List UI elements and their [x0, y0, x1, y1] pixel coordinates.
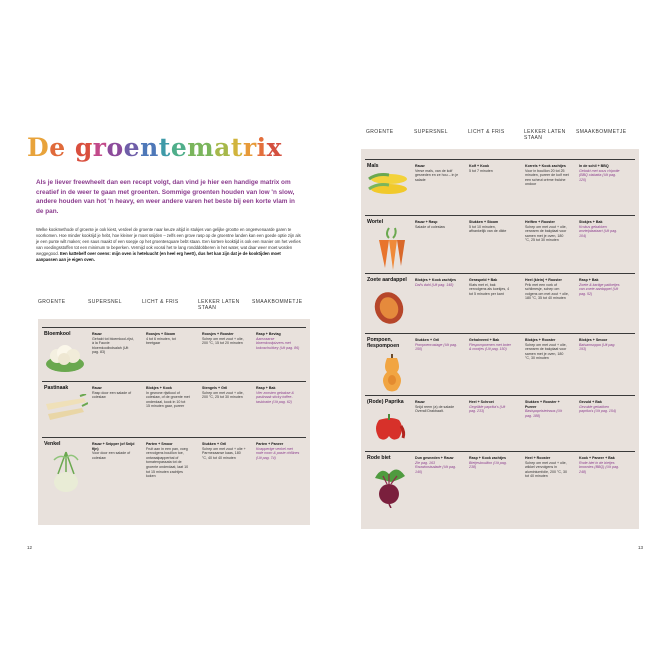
veg-name: Pastinaak — [44, 385, 69, 391]
table-row: (Rode) Paprika Rauw Snijd reem (a) de salade Overall Drakbaalt. Heel + Schroei Gegrillde paprika's (Uit pag. 233) Stukken + Rooster + Pureer Basispapristetnaus (Uit pag. 188) Gevuld + Bak Gevulde gebakken paprika's (Uit pag. 154) — [365, 395, 635, 452]
title-letter: m — [187, 133, 215, 162]
body-text — [36, 227, 301, 264]
veg-name: Wortel — [367, 219, 384, 225]
left-page — [13, 103, 326, 556]
header-lekker-laten-staan: LEKKER LATEN STAAN — [524, 129, 566, 141]
table-row: Maïs Rauw Verse maïs, van de kolf gesneden en ze hou – in je salade Kolf + Kook 5 tot 7 minuten Korrels + Kook zachtjes Voor in bouillon 20 tot 25 minuten, pureer de kolf met een scheut crème fraîche ondoor In de schil + BBQ Gebakt met sous chipotle (BBQ ciabatta (Uit pag. 120) — [365, 159, 635, 216]
column-headers — [38, 299, 314, 311]
header-groente: GROENTE — [366, 129, 394, 135]
table-row: Venkel Rauw + Snipper (of Snijd fijn) Voor door een salade of coleslaw Parten + Smoor Fruit aan in een pan, voeg vervolgens bouillon toe, ontwaaipapperbal of tomatenpassata tot de groente onderdaat, laat 10 tot 15 minuten zachtjes koken Stukken + Gril Schep om met zout + olie + Parmezaanse kaas, 180 °C, 40 tot 40 minuten Parten + Paneer Knapperige venkel met rode room & paste chillines (Uit pag. 74) — [42, 437, 306, 522]
bell-pepper-icon — [371, 412, 411, 442]
title-letter: r — [92, 133, 107, 162]
header-licht-fris: LICHT & FRIS — [468, 129, 505, 135]
beetroot-icon — [369, 464, 411, 508]
carrot-icon — [369, 226, 413, 272]
header-supersnel: SUPERSNEL — [414, 129, 448, 135]
header-groente: GROENTE — [38, 299, 66, 305]
table-row: Pastinaak Rauw Rasp door een salade of coleslaw Blokjes + Kook In gewone rijstkool of coleslaw, of de groente met onderdaal, kook in 10 tot 15 minuten gaar, pureer Stengels + Gril Schep om met zout + olie, 200 °C, 25 tot 30 minuten Rasp + Bak Vier zonsten gebakse & pastinaak sticky toffee-tasbicake (Uit pag. 62) — [42, 381, 306, 438]
title-letter: e — [123, 133, 141, 162]
title-letter: o — [106, 133, 124, 162]
column-headers — [366, 129, 636, 141]
title-letter: i — [256, 133, 267, 162]
page-number: 13 — [637, 545, 643, 550]
sweet-potato-icon — [369, 286, 411, 326]
title-letter: g — [74, 133, 93, 162]
table-row: Wortel Rauw + Rasp Salade of coleslaw Stukken + Stoom 5 tot 10 minuten, afhankelijk van de dikte Helften + Rooster Schep om met zout + olie, verwarm de bakplaat voor samen met je oven, 180 °C, 25 tot 30 minuten Stokjes + Bak Krokus gebakken wortelplaataart (Uit pag. 104) — [365, 215, 635, 274]
fennel-icon — [46, 450, 86, 494]
title-letter: t — [158, 133, 171, 162]
corn-icon — [367, 172, 411, 196]
title-letter: a — [214, 133, 231, 162]
veg-name: Rode biet — [367, 455, 391, 461]
matrix-table-left — [38, 319, 310, 525]
title-letter: x — [266, 133, 283, 162]
body-bold-note: Een kattebelf over ovens: mijn oven is heteluucht (en heel erg heet!), dus het kan zijn dat je de kooktijden moet aanpassen aan je eigen oven. — [36, 251, 281, 263]
header-smaakbommetje: SMAAKBOMMETJE — [576, 129, 627, 135]
veg-name: Bloemkool — [44, 331, 71, 337]
header-lekker-laten-staan: LEKKER LATEN STAAN — [198, 299, 240, 311]
title-letter: e — [49, 133, 66, 162]
title-letter: n — [140, 133, 159, 162]
table-row: Rode biet Dun gesneden + Rauw Zie pag. 163 Rauwkostsalade (Uit pag. 140) Rasp + Kook zachtjes Bietjesbouillon (Uit pag. 238) Heel + Rooster Schep om met zout + olie, wikkel vervolgens in aluminiumfolie, 200 °C, 30 tot 40 minuten Kook + Paneer + Bak Rode biet in de bietjes brownies (BBQ) (Uit pag. 248) — [365, 451, 635, 526]
veg-name: Zoete aardappel — [367, 277, 407, 283]
intro-text: Als je liever freewheelt dan een recept volgt, dan vind je hier een handige matrix om creatief in de weer te gaan met groenten. Sommige groenten houden van low 'n slow, andere houden van hot 'n heavy, en weer andere varen het beste bij een korte vlam in de pan. — [36, 179, 295, 215]
table-row: Bloemkool Rauw Gehakt tot bloemkool-rijst, à la Fauxie bloemkoolbolsalah (Uit pag. 83) Roosjes + Stoom 4 tot 6 minuten, tot beetgaar Roosjes + Rooster Schep om met zout + olie, 200 °C, 15 tot 20 minuten Rasp + Bevlag Aanvraarse bloemkoolpizzers met kokoschuitkey (Uit pag. 86) — [42, 327, 306, 382]
veg-name: Venkel — [44, 441, 61, 447]
header-smaakbommetje: SMAAKBOMMETJE — [252, 299, 303, 305]
title-letter: D — [27, 133, 50, 162]
header-licht-fris: LICHT & FRIS — [142, 299, 179, 305]
table-row: Zoete aardappel Blokjes + Kook zachtjes Dal's dahl (Uit pag. 148) Geraspeld + Bak Klats met ei, bak vervolgens als koekjes, 4 tot 5 minuten per kant Heel (klein) + Rooster Prik met een vork of schilmesje, schep om volgens om met zout + olie, 180 °C, 35 tot 40 minuten Rasp + Bak Zoete & kartige pakketjes van zoete aardappel (Uit pag. 52) — [365, 273, 635, 334]
right-page — [344, 103, 657, 556]
cauliflower-icon — [44, 342, 86, 372]
veg-name: Maïs — [367, 163, 379, 169]
title-letter: r — [242, 133, 257, 162]
parsnip-icon — [44, 394, 88, 428]
header-supersnel: SUPERSNEL — [88, 299, 122, 305]
title-letter: t — [230, 133, 243, 162]
title-letter — [66, 133, 75, 162]
veg-name: Pompoen, flespompoen — [367, 337, 400, 349]
squash-icon — [377, 352, 407, 392]
page-number: 12 — [27, 545, 33, 550]
veg-name: (Rode) Paprika — [367, 399, 404, 405]
table-row: Pompoen, flespompoen Stukken + Gril Pompoenrustage (Uit pag. 150) Gehalveerd + Bak Flespompoenen met boter & nootjes (Uit pag. 150) Blokjes + Rooster Schep om met zout + olie, verwarm de bakplaat voor samen met je oven, 180 °C, 30 minuten Blokjes + Smoor Balsamsoppa (Uit pag. 193) — [365, 333, 635, 396]
body-paragraph: Welke kookmethode of groente je ook kiest, verdeel de groente naar keuze altijd in stukjes van gelijke grootte en ongeëvenaarde garen te voorkomen. Hoe minder kookrijd je hebt, hoe kleiner je moet snijden – zelfs een grove rasp op de groentne landen kan een goede optie zijn als je een punte wilt maken; een saus maakt of een soepje op het groentesquare bebt staan. Een kortere kooktijd is ook een manier om het verlies van voedingsstoffen tot een minimum te beperken. Vermijd ook vooral het te lang rondddobberen in het water, wat daar weer moet worden weggegood. — [36, 227, 301, 257]
matrix-table-right — [361, 149, 639, 529]
title-letter: e — [170, 133, 188, 162]
page-title — [27, 133, 282, 162]
